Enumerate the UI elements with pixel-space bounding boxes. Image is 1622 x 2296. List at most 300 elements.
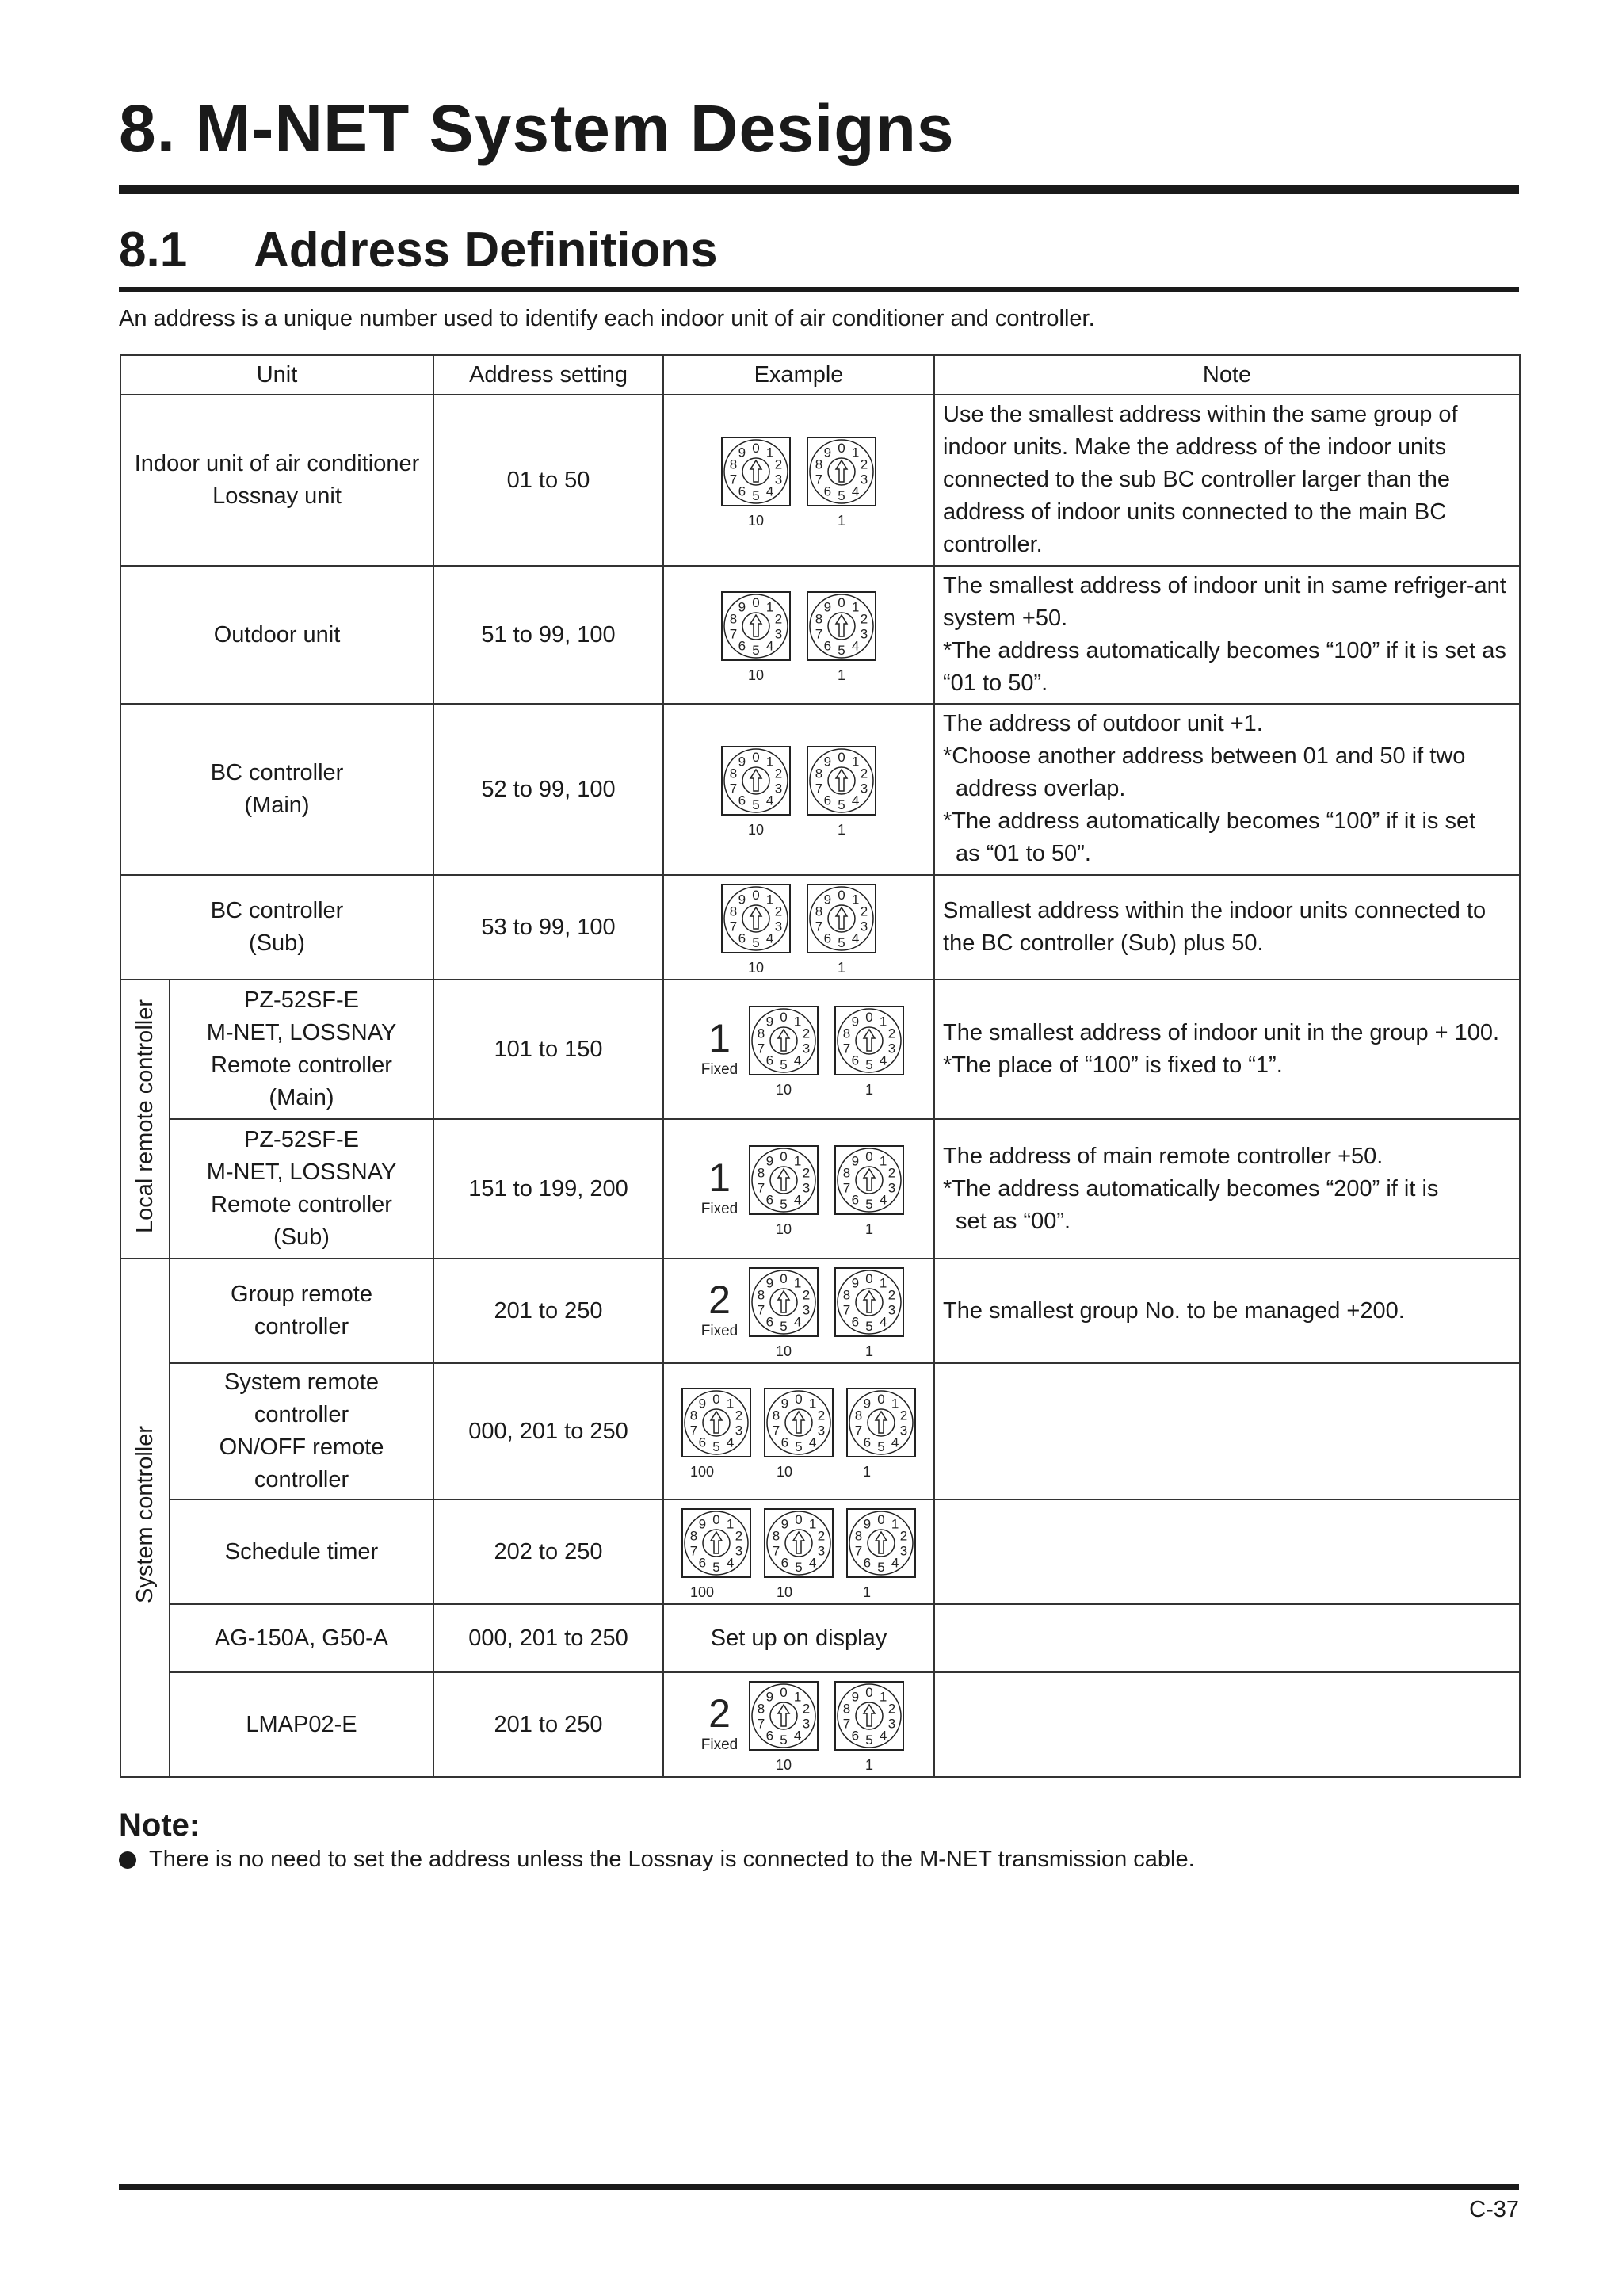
dial-digit: 5 [752,935,760,950]
dial-digit: 3 [774,919,783,934]
dial-digit: 4 [851,483,860,499]
dial-digit: 3 [887,1041,896,1056]
dial-digit: 6 [851,1052,860,1068]
dial-digit: 3 [802,1180,811,1196]
dial-digit: 3 [899,1543,908,1559]
dial-place-label: 1 [865,1757,874,1773]
rotary-switch [682,1509,750,1577]
dial-digit: 2 [887,1165,896,1181]
rotary-switch [835,1007,903,1075]
note-bullet-item [119,1848,1195,1871]
dial-digit: 8 [689,1408,698,1423]
dial-digit: 0 [838,595,845,610]
dial-place-label: 10 [776,1757,792,1773]
example-cell [663,566,934,704]
dial-place-label: 1 [863,1584,872,1600]
dial-digit: 7 [842,1716,851,1732]
note-cell: The smallest group No. to be managed +200. [934,1259,1520,1363]
page-number: C-37 [1469,2197,1519,2222]
example-cell [663,1259,934,1363]
dial-digit: 3 [802,1716,811,1732]
dial-digit: 1 [793,1275,802,1291]
dial-place-label: 100 [689,1584,715,1600]
rotary-switch [750,1007,818,1075]
dial-digit: 7 [729,919,738,934]
address-cell: 151 to 199, 200 [433,1119,663,1259]
dial-digit: 1 [726,1516,735,1532]
dial-digit: 4 [765,638,774,654]
group-label-system: System controller [120,1259,170,1777]
dial-digit: 5 [752,643,760,658]
fixed-label: Fixed [700,1323,738,1339]
dial-digit: 6 [738,793,746,808]
rotary-switch-diagram [680,876,918,979]
rotary-switch [682,1389,750,1457]
example-cell [663,1363,934,1499]
dial-digit: 0 [752,441,760,456]
dial-digit: 1 [891,1396,899,1412]
dial-digit: 9 [780,1396,789,1412]
dial-digit: 6 [823,638,832,654]
dial-digit: 8 [729,611,738,627]
dial-digit: 6 [738,930,746,946]
rotary-switch-diagram [680,738,918,841]
example-cell [663,704,934,875]
dial-digit: 7 [689,1423,698,1438]
dial-digit: 5 [877,1439,885,1454]
dial-digit: 7 [772,1423,780,1438]
dial-digit: 0 [838,750,845,765]
footer-rule [119,2184,1519,2190]
dial-place-label: 10 [748,667,765,683]
unit-cell: Schedule timer [170,1499,433,1604]
dial-digit: 0 [877,1392,885,1407]
dial-digit: 2 [860,766,868,781]
dial-digit: 8 [757,1165,765,1181]
header-unit: Unit [120,355,433,395]
note-cell: The smallest address of indoor unit in the group + 100. *The place of “100” is fixed to “1”. [934,980,1520,1119]
fixed-digit: 2 [708,1278,731,1322]
dial-digit: 4 [808,1555,817,1571]
address-cell: 201 to 250 [433,1259,663,1363]
dial-digit: 2 [802,1165,811,1181]
unit-cell: PZ-52SF-E M-NET, LOSSNAY Remote controller (Sub) [170,1119,433,1259]
dial-digit: 4 [851,930,860,946]
dial-digit: 8 [815,611,823,627]
dial-digit: 0 [780,1010,788,1025]
dial-digit: 7 [854,1423,863,1438]
dial-digit: 7 [729,472,738,487]
dial-digit: 3 [774,781,783,797]
dial-place-label: 1 [863,1464,872,1480]
example-cell [663,1672,934,1777]
dial-digit: 4 [879,1728,887,1744]
unit-cell: BC controller (Main) [120,704,433,875]
fixed-label: Fixed [700,1736,738,1753]
rotary-switch [835,1268,903,1336]
dial-digit: 2 [802,1026,811,1041]
dial-digit: 5 [838,935,845,950]
dial-digit: 9 [738,445,746,460]
example-cell [663,1119,934,1259]
table-row [120,980,1520,1119]
rotary-switch-diagram [680,583,918,686]
table-row [120,1499,1520,1604]
dial-digit: 2 [860,611,868,627]
dial-digit: 5 [780,1733,788,1748]
section-number: 8.1 [119,223,188,277]
dial-digit: 9 [765,1689,774,1705]
example-cell [663,875,934,980]
dial-place-label: 1 [838,667,846,683]
rotary-switch [847,1389,915,1457]
dial-place-label: 10 [748,513,765,529]
dial-digit: 7 [815,781,823,797]
dial-digit: 2 [817,1408,826,1423]
rotary-switch-diagram [668,1673,929,1776]
dial-digit: 4 [793,1052,802,1068]
dial-digit: 8 [757,1287,765,1303]
dial-digit: 9 [738,892,746,907]
bullet-icon [119,1851,136,1869]
dial-digit: 1 [851,754,860,770]
dial-digit: 4 [726,1435,735,1450]
dial-digit: 1 [891,1516,899,1532]
dial-digit: 3 [860,472,868,487]
dial-digit: 7 [757,1716,765,1732]
dial-digit: 3 [735,1543,743,1559]
rotary-switch [807,747,876,815]
address-cell: 53 to 99, 100 [433,875,663,980]
dial-place-label: 1 [838,822,846,838]
dial-digit: 1 [879,1014,887,1030]
dial-digit: 2 [860,904,868,919]
address-cell: 000, 201 to 250 [433,1363,663,1499]
dial-digit: 8 [689,1528,698,1544]
unit-cell: BC controller (Sub) [120,875,433,980]
dial-digit: 9 [823,892,832,907]
dial-digit: 7 [842,1302,851,1318]
dial-digit: 3 [887,1180,896,1196]
dial-digit: 4 [765,930,774,946]
note-cell: The smallest address of indoor unit in same refriger-ant system +50. *The address automatically becomes “100” if it is set as “01 to 50”. [934,566,1520,704]
note-heading: Note: [119,1808,200,1843]
dial-digit: 8 [729,766,738,781]
dial-digit: 8 [854,1528,863,1544]
dial-digit: 4 [851,638,860,654]
dial-digit: 0 [752,888,760,903]
rotary-switch [765,1389,833,1457]
dial-digit: 9 [851,1014,860,1030]
dial-digit: 7 [842,1180,851,1196]
dial-digit: 3 [802,1041,811,1056]
dial-place-label: 1 [838,960,846,976]
dial-digit: 4 [793,1728,802,1744]
dial-digit: 0 [865,1685,873,1700]
dial-digit: 7 [815,919,823,934]
dial-digit: 6 [823,793,832,808]
table-row [120,875,1520,980]
dial-digit: 7 [772,1543,780,1559]
rotary-switch [722,884,790,953]
dial-digit: 9 [851,1689,860,1705]
dial-digit: 9 [765,1275,774,1291]
rotary-switch [750,1146,818,1214]
dial-digit: 0 [865,1149,873,1164]
dial-digit: 1 [793,1689,802,1705]
dial-digit: 0 [780,1685,788,1700]
dial-digit: 8 [729,457,738,472]
dial-digit: 1 [808,1396,817,1412]
dial-digit: 0 [780,1149,788,1164]
dial-digit: 9 [823,599,832,615]
dial-digit: 5 [838,643,845,658]
dial-digit: 2 [735,1528,743,1544]
dial-digit: 2 [774,766,783,781]
address-cell: 201 to 250 [433,1672,663,1777]
dial-digit: 8 [815,904,823,919]
header-note: Note [934,355,1520,395]
dial-digit: 9 [738,599,746,615]
rotary-switch [722,437,790,506]
unit-cell: PZ-52SF-E M-NET, LOSSNAY Remote controller (Main) [170,980,433,1119]
dial-digit: 7 [815,626,823,642]
dial-digit: 5 [795,1560,803,1575]
unit-cell: Indoor unit of air conditioner Lossnay unit [120,395,433,566]
dial-digit: 6 [765,1052,774,1068]
dial-place-label: 10 [777,1464,793,1480]
dial-digit: 6 [738,483,746,499]
header-address: Address setting [433,355,663,395]
rotary-switch-diagram [680,429,918,532]
fixed-digit: 1 [708,1156,731,1200]
dial-digit: 5 [712,1439,720,1454]
dial-digit: 0 [795,1392,803,1407]
dial-digit: 6 [765,1192,774,1208]
dial-place-label: 1 [865,1082,874,1098]
example-cell [663,980,934,1119]
dial-digit: 3 [802,1302,811,1318]
address-cell: 202 to 250 [433,1499,663,1604]
dial-digit: 7 [815,472,823,487]
note-cell: The address of outdoor unit +1. *Choose another address between 01 and 50 if two address overlap. *The address automatically becomes “100” if it is set as “01 to 50”. [934,704,1520,875]
dial-digit: 5 [780,1319,788,1334]
dial-digit: 1 [793,1153,802,1169]
dial-digit: 6 [863,1435,872,1450]
dial-digit: 3 [735,1423,743,1438]
dial-digit: 1 [726,1396,735,1412]
rotary-switch-diagram [668,1500,929,1603]
dial-digit: 9 [823,754,832,770]
dial-digit: 7 [689,1543,698,1559]
unit-cell: System remote controller ON/OFF remote controller [170,1363,433,1499]
dial-digit: 0 [752,750,760,765]
dial-digit: 4 [726,1555,735,1571]
dial-digit: 4 [808,1435,817,1450]
dial-digit: 6 [698,1555,707,1571]
dial-digit: 2 [887,1701,896,1717]
dial-digit: 2 [802,1287,811,1303]
dial-digit: 1 [793,1014,802,1030]
dial-place-label: 1 [865,1221,874,1237]
note-cell [934,1604,1520,1672]
address-cell: 01 to 50 [433,395,663,566]
dial-digit: 7 [757,1041,765,1056]
dial-digit: 4 [879,1052,887,1068]
dial-digit: 8 [772,1528,780,1544]
address-cell: 51 to 99, 100 [433,566,663,704]
example-cell [663,395,934,566]
intro-text: An address is a unique number used to identify each indoor unit of air conditioner and controller. [119,306,1095,331]
header-example: Example [663,355,934,395]
dial-digit: 7 [757,1302,765,1318]
fixed-label: Fixed [700,1201,738,1217]
dial-digit: 7 [729,781,738,797]
dial-digit: 7 [729,626,738,642]
dial-digit: 9 [851,1275,860,1291]
dial-digit: 0 [780,1271,788,1286]
dial-digit: 1 [765,599,774,615]
dial-digit: 5 [838,488,845,503]
dial-digit: 0 [877,1512,885,1527]
fixed-digit: 2 [708,1691,731,1736]
dial-digit: 5 [780,1057,788,1072]
dial-digit: 1 [765,892,774,907]
dial-digit: 1 [851,892,860,907]
dial-digit: 8 [842,1701,851,1717]
dial-digit: 5 [865,1057,873,1072]
rotary-switch [807,592,876,660]
dial-digit: 8 [815,766,823,781]
unit-cell: AG-150A, G50-A [170,1604,433,1672]
dial-digit: 2 [887,1287,896,1303]
dial-digit: 0 [752,595,760,610]
section-heading [119,223,718,277]
dial-digit: 4 [891,1555,899,1571]
dial-digit: 5 [865,1733,873,1748]
fixed-label: Fixed [700,1061,738,1078]
dial-digit: 3 [860,626,868,642]
rotary-switch [847,1509,915,1577]
dial-digit: 5 [780,1197,788,1212]
dial-digit: 2 [887,1026,896,1041]
dial-digit: 7 [854,1543,863,1559]
dial-digit: 9 [780,1516,789,1532]
dial-digit: 4 [851,793,860,808]
dial-digit: 6 [738,638,746,654]
dial-digit: 0 [795,1512,803,1527]
dial-digit: 6 [765,1314,774,1330]
dial-digit: 8 [815,457,823,472]
dial-digit: 9 [851,1153,860,1169]
table-row [120,1259,1520,1363]
dial-digit: 7 [757,1180,765,1196]
dial-digit: 8 [842,1026,851,1041]
table-header-row [120,355,1520,395]
unit-cell: Group remote controller [170,1259,433,1363]
dial-place-label: 100 [689,1464,715,1480]
dial-digit: 8 [842,1165,851,1181]
dial-digit: 3 [899,1423,908,1438]
dial-digit: 8 [854,1408,863,1423]
dial-digit: 0 [838,888,845,903]
dial-digit: 4 [765,483,774,499]
table-row [120,704,1520,875]
dial-place-label: 10 [777,1584,793,1600]
dial-digit: 8 [757,1026,765,1041]
note-cell [934,1672,1520,1777]
dial-digit: 2 [774,611,783,627]
dial-digit: 9 [698,1516,707,1532]
dial-place-label: 1 [865,1343,874,1359]
dial-place-label: 10 [748,822,765,838]
dial-digit: 9 [698,1396,707,1412]
dial-digit: 6 [851,1728,860,1744]
note-cell: Use the smallest address within the same group of indoor units. Make the address of the indoor units connected to the sub BC controller larger than the address of indoor units connected to the main BC controller. [934,395,1520,566]
dial-digit: 1 [851,599,860,615]
dial-digit: 1 [879,1275,887,1291]
dial-digit: 2 [735,1408,743,1423]
dial-place-label: 10 [776,1221,792,1237]
dial-place-label: 10 [748,960,765,976]
rotary-switch [750,1268,818,1336]
dial-digit: 4 [793,1314,802,1330]
dial-digit: 2 [899,1528,908,1544]
dial-digit: 0 [865,1010,873,1025]
dial-digit: 2 [817,1528,826,1544]
section-title: Address Definitions [254,223,718,277]
dial-digit: 0 [838,441,845,456]
dial-digit: 9 [863,1396,872,1412]
dial-digit: 2 [899,1408,908,1423]
dial-digit: 9 [765,1014,774,1030]
dial-digit: 1 [808,1516,817,1532]
title-rule [119,185,1519,194]
dial-digit: 0 [712,1512,720,1527]
dial-digit: 6 [780,1435,789,1450]
dial-digit: 3 [860,781,868,797]
address-cell: 52 to 99, 100 [433,704,663,875]
address-table [120,354,1521,1778]
dial-digit: 4 [891,1435,899,1450]
table-row [120,1119,1520,1259]
dial-digit: 9 [765,1153,774,1169]
dial-digit: 1 [851,445,860,460]
dial-digit: 3 [774,626,783,642]
dial-digit: 1 [765,445,774,460]
dial-digit: 5 [795,1439,803,1454]
dial-digit: 6 [765,1728,774,1744]
table-row [120,566,1520,704]
dial-digit: 5 [838,797,845,812]
table-row [120,395,1520,566]
dial-digit: 5 [752,488,760,503]
dial-digit: 8 [772,1408,780,1423]
rotary-switch [807,884,876,953]
dial-digit: 0 [865,1271,873,1286]
chapter-title: 8. M-NET System Designs [119,91,955,166]
note-cell [934,1363,1520,1499]
note-text: There is no need to set the address unless the Lossnay is connected to the M-NET transmission cable. [149,1847,1195,1872]
dial-digit: 5 [752,797,760,812]
dial-digit: 0 [712,1392,720,1407]
dial-digit: 6 [823,930,832,946]
dial-digit: 4 [879,1192,887,1208]
dial-digit: 6 [863,1555,872,1571]
dial-digit: 5 [865,1319,873,1334]
dial-digit: 5 [712,1560,720,1575]
note-cell [934,1499,1520,1604]
